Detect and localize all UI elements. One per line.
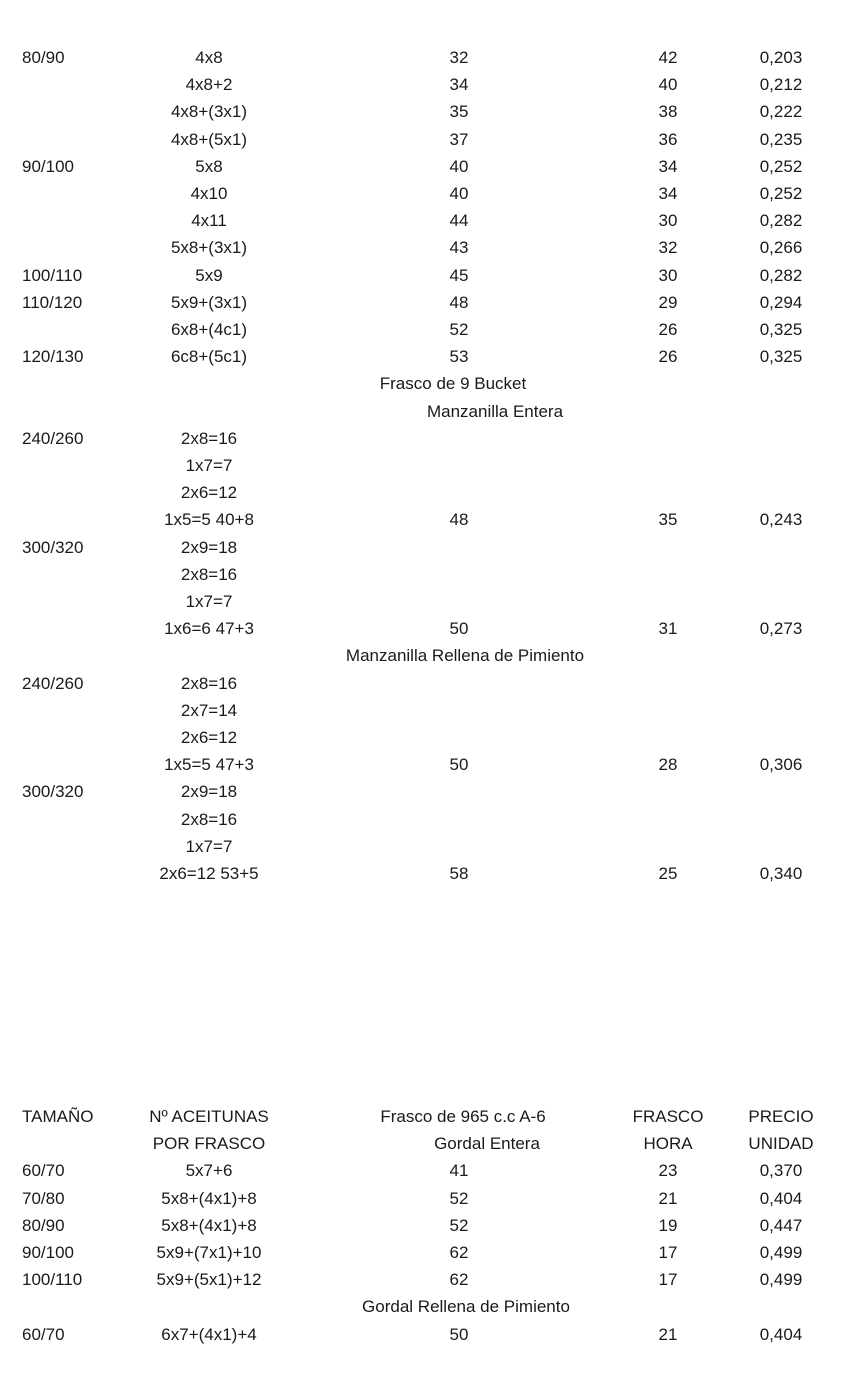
section-title-row [0,642,849,669]
cell-size: 80/90 [22,1215,65,1235]
table-row [0,778,849,805]
cell-jars-hour: 21 [658,1324,678,1344]
cell-jars-hour: 35 [658,510,678,530]
cell-jars-hour: FRASCO [632,1107,704,1126]
cell-count: 52 [449,1188,469,1208]
cell-price: 0,252 [759,156,803,176]
cell-olives: 2x6=12 53+5 [159,864,259,883]
section-title: Frasco de 9 Bucket [379,374,527,394]
cell-size: 90/100 [22,156,74,176]
cell-size: 100/110 [22,265,83,285]
cell-olives: 5x8+(4x1)+8 [161,1215,257,1235]
cell-jars-hour: 19 [658,1215,678,1235]
cell-olives: 1x5=5 40+8 [164,510,254,530]
cell-price: 0,499 [759,1270,803,1290]
cell-size: 240/260 [22,673,84,693]
cell-jars-hour: 40 [658,75,678,95]
cell-size: 70/80 [22,1188,65,1208]
cell-olives: 1x7=7 [185,836,233,856]
section-title-row [0,1293,849,1320]
cell-olives: 5x9+(7x1)+10 [156,1243,262,1262]
cell-count: 32 [449,48,469,67]
cell-count: Frasco de 965 c.c A-6 [380,1107,546,1126]
cell-olives: 5x8+(3x1) [170,238,248,258]
cell-olives: 5x9+(3x1) [170,292,248,312]
cell-olives: 4x11 [191,211,227,231]
section-title-row [0,398,849,425]
cell-count: 34 [449,75,469,95]
cell-jars-hour: 32 [658,238,678,258]
cell-count: 44 [449,211,469,231]
cell-olives: POR FRASCO [152,1134,266,1154]
cell-jars-hour: 34 [658,184,678,203]
cell-jars-hour: 38 [658,102,678,122]
table-row [0,1266,849,1293]
cell-count: 52 [449,320,469,339]
table-row [0,234,849,261]
cell-olives: 1x6=6 47+3 [164,619,254,639]
cell-jars-hour: 23 [658,1161,678,1181]
cell-olives: 2x7=14 [180,700,238,720]
cell-olives: 5x8+(4x1)+8 [161,1188,257,1208]
cell-price: 0,222 [759,102,803,122]
cell-count: 35 [449,102,469,122]
table-row [0,44,849,71]
cell-price: 0,404 [759,1188,803,1208]
cell-olives: 6x7+(4x1)+4 [161,1324,257,1344]
cell-price: 0,266 [759,238,803,258]
cell-olives: 6x8+(4c1) [170,320,248,339]
cell-olives: 2x6=12 [180,483,238,503]
cell-olives: 4x8+2 [185,75,233,95]
cell-size: 60/70 [22,1161,65,1181]
cell-olives: 4x8+(3x1) [170,102,248,122]
table-row [0,751,849,778]
cell-jars-hour: 17 [658,1270,678,1290]
table-row [0,262,849,289]
cell-olives: 6c8+(5c1) [170,347,248,367]
cell-olives: 2x8=16 [180,428,238,448]
cell-count: 37 [449,129,469,149]
cell-count: 53 [449,347,469,367]
table-row [0,343,849,370]
cell-count: 50 [449,1324,469,1344]
cell-price: 0,235 [759,129,803,149]
table-row [0,506,849,533]
cell-olives: 2x9=18 [180,537,238,557]
cell-jars-hour: 21 [658,1188,678,1208]
cell-olives: 5x9 [195,265,223,285]
cell-jars-hour: 30 [658,265,678,285]
table-row [0,1185,849,1212]
table-row [0,153,849,180]
cell-count: 50 [449,619,469,639]
cell-jars-hour: 34 [658,156,678,176]
cell-size: 110/120 [22,292,83,312]
cell-jars-hour: 31 [658,619,678,639]
cell-price: 0,404 [759,1324,803,1344]
table-row [0,1212,849,1239]
cell-olives: 2x8=16 [180,673,238,693]
cell-count: 40 [449,184,469,203]
cell-count: 48 [449,510,469,530]
cell-olives: 4x8+(5x1) [170,129,248,149]
cell-count: 62 [449,1270,469,1290]
cell-price: 0,340 [759,864,803,883]
section-title-row [0,370,849,397]
cell-olives: 2x8=16 [180,809,238,829]
cell-count: 45 [449,265,469,285]
table-row [0,71,849,98]
cell-olives: 5x9+(5x1)+12 [156,1270,262,1290]
cell-price: 0,370 [759,1161,803,1181]
table-row [0,1157,849,1184]
cell-jars-hour: 36 [658,129,678,149]
cell-size: TAMAÑO [22,1107,94,1126]
cell-jars-hour: 30 [658,211,678,231]
cell-olives: 2x6=12 [180,728,238,747]
cell-size: 100/110 [22,1270,83,1290]
table-row [0,126,849,153]
cell-jars-hour: HORA [643,1134,693,1154]
cell-count: Gordal Entera [434,1134,540,1154]
table-row [0,806,849,833]
cell-price: 0,212 [759,75,803,95]
table-row [0,833,849,860]
table-row [0,724,849,751]
table-row [0,180,849,207]
cell-price: PRECIO [748,1107,814,1126]
cell-price: 0,282 [759,211,803,231]
cell-price: 0,325 [759,320,803,339]
table-header-row [0,1130,849,1157]
cell-price: 0,447 [759,1215,803,1235]
cell-jars-hour: 26 [658,347,678,367]
cell-size: 300/320 [22,782,84,802]
cell-price: 0,243 [759,510,803,530]
cell-price: 0,273 [759,619,803,639]
cell-jars-hour: 28 [658,755,678,775]
cell-count: 62 [449,1243,469,1262]
table-row [0,860,849,887]
cell-price: 0,325 [759,347,803,367]
cell-olives: 1x7=7 [185,592,233,611]
table-row [0,425,849,452]
table-row [0,534,849,561]
table-row [0,615,849,642]
cell-count: 41 [449,1161,469,1181]
section-title: Gordal Rellena de Pimiento [362,1297,570,1317]
cell-count: 58 [449,864,469,883]
cell-olives: 4x8 [195,48,223,67]
table-row [0,588,849,615]
cell-count: 43 [449,238,469,258]
cell-count: 52 [449,1215,469,1235]
cell-price: 0,499 [759,1243,803,1262]
cell-size: 300/320 [22,537,84,557]
cell-jars-hour: 42 [658,48,678,67]
table-row [0,561,849,588]
cell-size: 80/90 [22,48,65,67]
table-row [0,98,849,125]
cell-olives: Nº ACEITUNAS [149,1107,269,1126]
cell-olives: 2x9=18 [180,782,238,802]
cell-count: 40 [449,156,469,176]
table-row [0,289,849,316]
table-row [0,479,849,506]
cell-price: 0,252 [759,184,803,203]
cell-price: 0,203 [759,48,803,67]
cell-olives: 5x7+6 [185,1161,233,1181]
cell-olives: 4x10 [190,184,228,203]
table-row [0,452,849,479]
cell-jars-hour: 17 [658,1243,678,1262]
cell-olives: 5x8 [195,156,223,176]
cell-count: 50 [449,755,469,775]
table-row [0,207,849,234]
cell-price: 0,306 [759,755,803,775]
cell-count: 48 [449,292,469,312]
cell-jars-hour: 26 [658,320,678,339]
cell-olives: 1x5=5 47+3 [164,755,254,775]
cell-olives: 2x8=16 [180,564,238,584]
cell-size: 90/100 [22,1243,74,1262]
table-row [0,316,849,343]
cell-size: 60/70 [22,1324,65,1344]
section-title: Manzanilla Entera [426,401,564,421]
cell-price: 0,282 [759,265,803,285]
table-row [0,1239,849,1266]
cell-jars-hour: 29 [658,292,678,312]
cell-size: 120/130 [22,347,84,367]
section-title: Manzanilla Rellena de Pimiento [345,646,585,666]
cell-jars-hour: 25 [658,864,678,883]
cell-price: 0,294 [759,292,803,312]
table-row [0,697,849,724]
cell-olives: 1x7=7 [185,456,233,475]
table-row [0,1321,849,1348]
cell-size: 240/260 [22,428,84,448]
cell-price: UNIDAD [748,1134,814,1154]
table-row [0,670,849,697]
table-header-row [0,1103,849,1130]
